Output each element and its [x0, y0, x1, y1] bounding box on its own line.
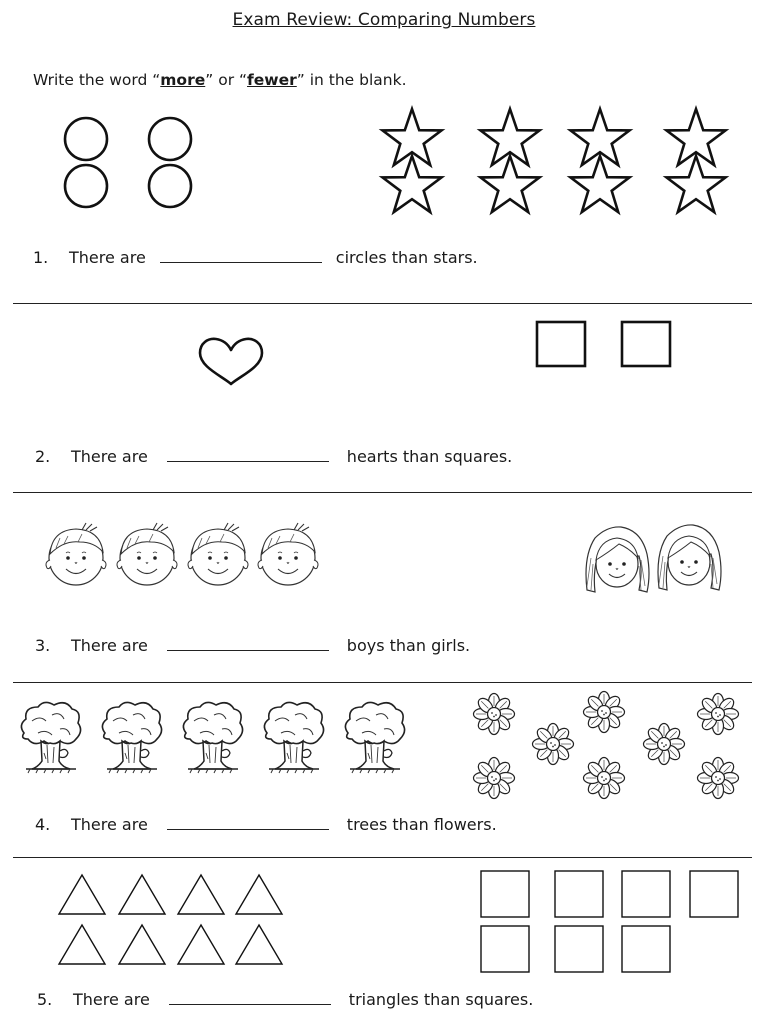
- flower-drawing: [698, 694, 739, 735]
- circles-group: [65, 118, 191, 207]
- triangle-shape: [119, 925, 165, 964]
- circle-shape: [149, 118, 191, 160]
- question-1: [33, 248, 478, 267]
- square-shape: [622, 871, 670, 917]
- question-4: [35, 815, 497, 834]
- question-2: [35, 447, 512, 466]
- tree-drawing: [21, 702, 80, 773]
- word-fewer: fewer: [247, 71, 297, 89]
- flower-drawing: [584, 692, 625, 733]
- tree-drawing: [102, 702, 161, 773]
- triangle-shape: [59, 875, 105, 914]
- boy-face: [117, 523, 177, 585]
- section-divider: [13, 857, 752, 858]
- star-shape: [481, 156, 540, 212]
- question-prefix: There are: [71, 447, 148, 466]
- question-suffix: triangles than squares.: [348, 990, 534, 1009]
- flower-drawing: [474, 758, 515, 799]
- flower-drawing: [644, 724, 685, 765]
- triangle-shape: [236, 925, 282, 964]
- question-suffix: circles than stars.: [335, 248, 478, 267]
- girl-face: [658, 525, 721, 590]
- square-shape: [481, 926, 529, 972]
- square-shape: [690, 871, 738, 917]
- flower-drawing: [698, 758, 739, 799]
- trees-group: [21, 702, 404, 773]
- square-shape: [481, 871, 529, 917]
- question-prefix: There are: [73, 990, 150, 1009]
- answer-blank[interactable]: [160, 248, 322, 263]
- section-divider: [13, 303, 752, 304]
- boy-face: [258, 523, 318, 585]
- question-suffix: boys than girls.: [346, 636, 471, 655]
- page-title: Exam Review: Comparing Numbers: [232, 10, 536, 30]
- triangle-shape: [178, 875, 224, 914]
- girl-face: [586, 527, 649, 592]
- answer-blank[interactable]: [167, 447, 329, 462]
- triangles-group: [59, 875, 282, 964]
- word-more: more: [160, 71, 206, 89]
- star-shape: [667, 156, 726, 212]
- flower-drawing: [533, 724, 574, 765]
- flowers-group: [474, 692, 739, 799]
- question-suffix: trees than flowers.: [346, 815, 497, 834]
- answer-blank[interactable]: [169, 990, 331, 1005]
- girls-group: [586, 525, 721, 592]
- boys-group: [46, 523, 318, 585]
- instruction-suffix: ” in the blank.: [296, 71, 407, 89]
- tree-drawing: [264, 702, 323, 773]
- tree-drawing: [183, 702, 242, 773]
- question-3: [35, 636, 470, 655]
- triangle-shape: [59, 925, 105, 964]
- boy-face: [188, 523, 248, 585]
- stars-group: [383, 109, 726, 212]
- square-shape: [537, 322, 585, 366]
- square-shape: [622, 926, 670, 972]
- boy-face: [46, 523, 106, 585]
- question-number: 1.: [33, 248, 49, 267]
- star-shape: [571, 156, 630, 212]
- circle-shape: [65, 118, 107, 160]
- question-prefix: There are: [71, 815, 148, 834]
- answer-blank[interactable]: [167, 636, 329, 651]
- square-shape: [555, 926, 603, 972]
- instruction-middle: ” or “: [205, 71, 248, 89]
- answer-blank[interactable]: [167, 815, 329, 830]
- question-prefix: There are: [71, 636, 148, 655]
- flower-drawing: [584, 758, 625, 799]
- square-shape: [555, 871, 603, 917]
- triangle-shape: [119, 875, 165, 914]
- flower-drawing: [474, 694, 515, 735]
- question-number: 4.: [35, 815, 51, 834]
- circle-shape: [149, 165, 191, 207]
- question-prefix: There are: [69, 248, 146, 267]
- squares-group: [481, 871, 738, 972]
- triangle-shape: [236, 875, 282, 914]
- tree-drawing: [345, 702, 404, 773]
- section-divider: [13, 682, 752, 683]
- circle-shape: [65, 165, 107, 207]
- question-suffix: hearts than squares.: [346, 447, 513, 466]
- heart-shape: [200, 339, 262, 384]
- square-shape: [622, 322, 670, 366]
- star-shape: [383, 156, 442, 212]
- question-5: [37, 990, 533, 1009]
- triangle-shape: [178, 925, 224, 964]
- question-number: 2.: [35, 447, 51, 466]
- section-divider: [13, 492, 752, 493]
- question-number: 5.: [37, 990, 53, 1009]
- question-number: 3.: [35, 636, 51, 655]
- instruction-prefix: Write the word “: [33, 71, 161, 89]
